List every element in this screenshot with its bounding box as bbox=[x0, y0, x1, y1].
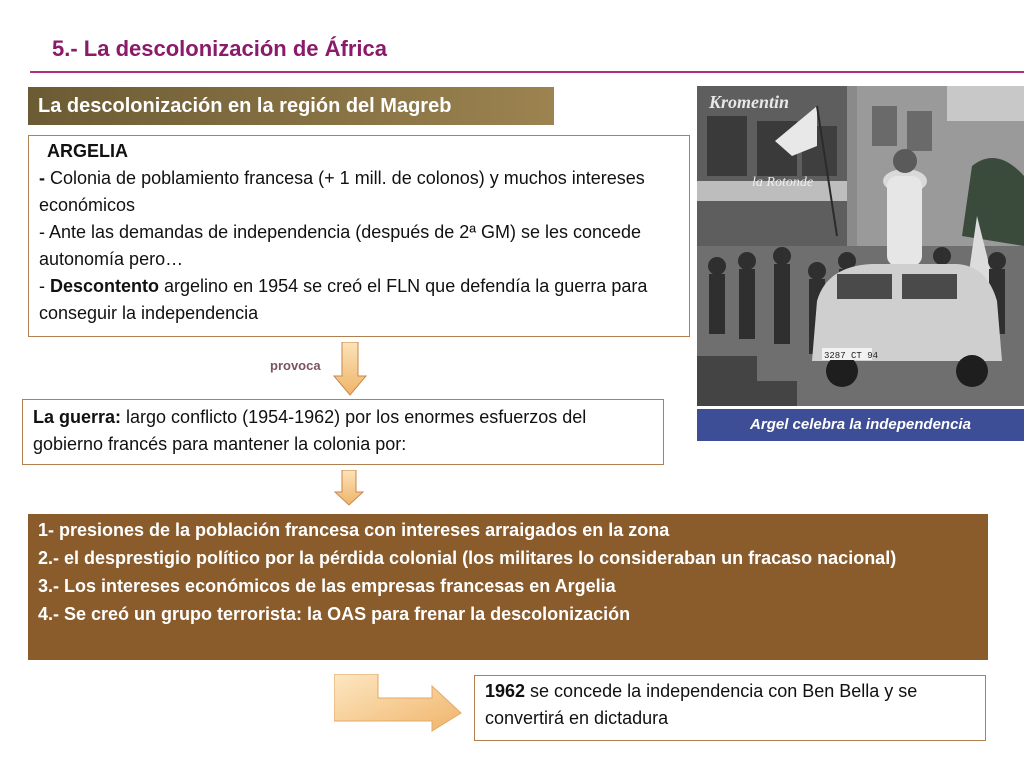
provoca-label: provoca bbox=[270, 358, 321, 373]
argelia-point-3 bbox=[39, 273, 679, 327]
war-label: La guerra: bbox=[33, 407, 122, 427]
down-arrow-icon bbox=[333, 342, 367, 396]
argelia-point-3-text: argelino en 1954 se creó el FLN que defendía la guerra para conseguir la independencia bbox=[39, 276, 648, 323]
dash: - bbox=[39, 168, 45, 188]
photo-illustration bbox=[697, 86, 1024, 406]
cause-item: 1- presiones de la población francesa con intereses arraigados en la zona bbox=[38, 520, 670, 540]
cause-item: 4.- Se creó un grupo terrorista: la OAS para frenar la descolonización bbox=[38, 604, 631, 624]
independence-celebration-photo bbox=[697, 86, 1024, 406]
cause-item: 3.- Los intereses económicos de las empresas francesas en Argelia bbox=[38, 576, 616, 596]
section-subtitle: La descolonización en la región del Magreb bbox=[28, 87, 554, 125]
sign-text-1: Kromentin bbox=[709, 92, 790, 112]
down-arrow-icon bbox=[334, 470, 364, 506]
dash: - bbox=[39, 276, 50, 296]
license-plate: 3287 CT 94 bbox=[824, 351, 879, 361]
slide-title: 5.- La descolonización de África bbox=[52, 36, 387, 61]
title-underline bbox=[30, 71, 1024, 73]
causes-box bbox=[28, 514, 988, 660]
descontento-bold: Descontento bbox=[50, 276, 160, 296]
sign-text-2: la Rotonde bbox=[752, 175, 814, 190]
argelia-point-1 bbox=[39, 165, 679, 219]
cause-item: 2.- el desprestigio político por la pérdida colonial (los militares lo consideraban un fracaso nacional) bbox=[38, 548, 897, 568]
independence-box bbox=[474, 675, 986, 741]
argelia-point-1-text: Colonia de poblamiento francesa (+ 1 mill. de colonos) y muchos intereses económicos bbox=[39, 168, 645, 215]
photo-caption: Argel celebra la independencia bbox=[697, 409, 1024, 441]
war-text: largo conflicto (1954-1962) por los enormes esfuerzos del gobierno francés para mantener la colonia por: bbox=[33, 407, 587, 454]
argelia-point-2: - Ante las demandas de independencia (después de 2ª GM) se les concede autonomía pero… bbox=[39, 222, 642, 269]
independence-text: se concede la independencia con Ben Bella y se convertirá en dictadura bbox=[485, 681, 918, 728]
war-text-box bbox=[22, 399, 664, 465]
year-1962: 1962 bbox=[485, 681, 526, 701]
bent-arrow-icon bbox=[334, 674, 462, 732]
argelia-heading: ARGELIA bbox=[47, 141, 128, 161]
argelia-text-box bbox=[28, 135, 690, 337]
